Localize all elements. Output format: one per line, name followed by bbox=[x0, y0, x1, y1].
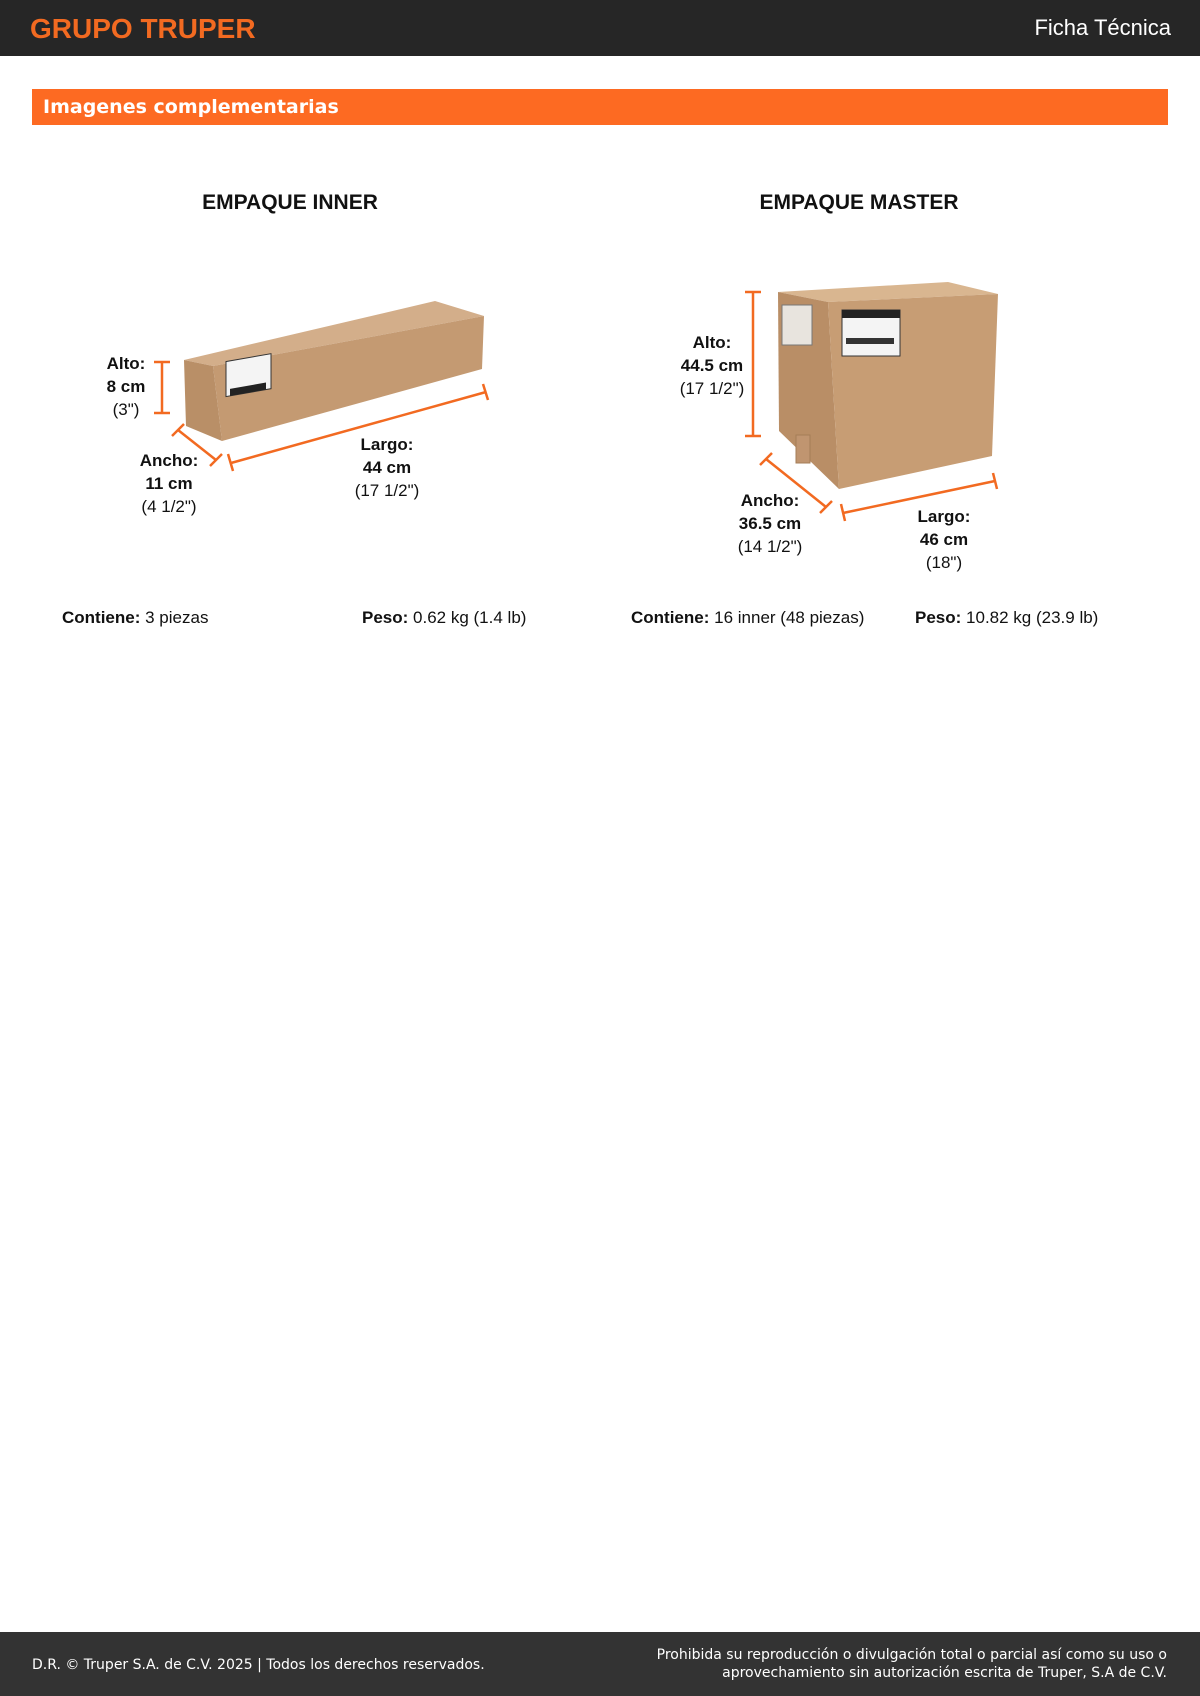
inner-contents bbox=[62, 607, 208, 629]
master-ancho-dimension bbox=[720, 489, 820, 558]
inner-contiene-label: Contiene: bbox=[62, 608, 141, 627]
master-ancho-cm: 36.5 cm bbox=[738, 514, 802, 533]
inner-contiene-value: 3 piezas bbox=[145, 608, 209, 627]
master-contiene-label: Contiene: bbox=[631, 608, 710, 627]
master-alto-dimension bbox=[662, 331, 762, 400]
inner-largo-dimension bbox=[337, 433, 437, 502]
document-title: Ficha Técnica bbox=[1034, 15, 1171, 40]
footer-bar bbox=[0, 1632, 1200, 1696]
master-largo-label: Largo: bbox=[917, 507, 971, 526]
inner-alto-in: (3") bbox=[112, 400, 140, 419]
master-alto-in: (17 1/2") bbox=[679, 379, 745, 398]
inner-largo-in: (17 1/2") bbox=[354, 481, 420, 500]
master-largo-dimension bbox=[894, 505, 994, 574]
header-bar bbox=[0, 0, 1200, 56]
inner-peso-value: 0.62 kg (1.4 lb) bbox=[413, 608, 527, 627]
inner-largo-label: Largo: bbox=[360, 435, 414, 454]
master-contiene-value: 16 inner (48 piezas) bbox=[714, 608, 865, 627]
copyright-notice: D.R. © Truper S.A. de C.V. 2025 | Todos los derechos reservados. bbox=[32, 1657, 485, 1673]
master-ancho-in: (14 1/2") bbox=[737, 537, 803, 556]
master-alto-label: Alto: bbox=[692, 333, 732, 352]
inner-ancho-dimension bbox=[119, 449, 219, 518]
section-title: Imagenes complementarias bbox=[43, 96, 339, 118]
inner-alto-cm: 8 cm bbox=[106, 377, 146, 396]
master-largo-cm: 46 cm bbox=[919, 530, 969, 549]
inner-ancho-in: (4 1/2") bbox=[141, 497, 197, 516]
legal-notice bbox=[607, 1646, 1167, 1682]
section-header bbox=[32, 89, 1168, 125]
grupo-truper-logo: GRUPO TRUPER bbox=[30, 13, 256, 44]
inner-weight bbox=[362, 607, 526, 629]
inner-ancho-label: Ancho: bbox=[139, 451, 199, 470]
legal-notice-line-1: Prohibida su reproducción o divulgación total o parcial así como su uso o bbox=[656, 1647, 1167, 1663]
inner-largo-cm: 44 cm bbox=[362, 458, 412, 477]
master-alto-cm: 44.5 cm bbox=[680, 356, 744, 375]
master-peso-label: Peso: bbox=[915, 608, 962, 627]
master-ancho-label: Ancho: bbox=[740, 491, 800, 510]
master-weight bbox=[915, 607, 1098, 629]
inner-peso-label: Peso: bbox=[362, 608, 409, 627]
master-peso-value: 10.82 kg (23.9 lb) bbox=[966, 608, 1099, 627]
master-package-heading: EMPAQUE MASTER bbox=[759, 191, 959, 214]
legal-notice-line-2: aprovechamiento sin autorización escrita de Truper, S.A de C.V. bbox=[722, 1665, 1167, 1681]
inner-ancho-cm: 11 cm bbox=[145, 474, 193, 493]
inner-alto-dimension bbox=[86, 352, 166, 421]
master-largo-in: (18") bbox=[925, 553, 963, 572]
inner-package-heading: EMPAQUE INNER bbox=[202, 191, 378, 214]
inner-alto-label: Alto: bbox=[106, 354, 146, 373]
master-contents bbox=[631, 607, 864, 629]
